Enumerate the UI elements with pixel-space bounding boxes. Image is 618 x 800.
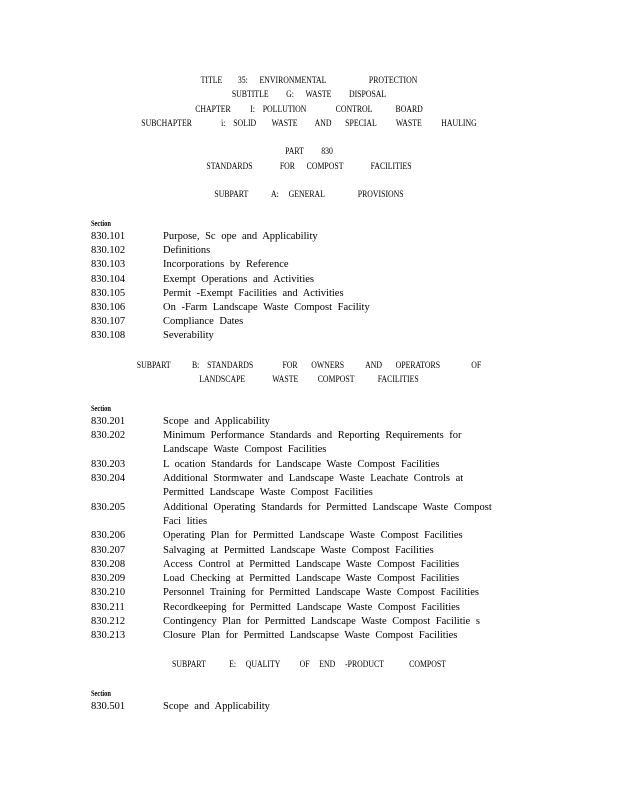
section-number: 830.208 (91, 559, 126, 570)
section-number: 830.104 (91, 274, 126, 285)
chapter-heading: CHAPTER I: POLLUTION CONTROL BOARD (195, 105, 423, 115)
section-label: Section (91, 689, 111, 698)
section-number: 830.212 (91, 616, 126, 627)
section-label: Section (91, 404, 111, 413)
section-title: Scope and Applicability (163, 416, 270, 427)
section-title: Operating Plan for Permitted Landscape Waste Compost Facilities (163, 530, 463, 541)
section-number: 830.501 (91, 701, 126, 712)
section-number: 830.202 (91, 430, 126, 441)
section-number: 830.105 (91, 288, 126, 299)
subpart-b-heading-cont: LANDSCAPE WASTE COMPOST FACILITIES (199, 375, 419, 385)
section-title: Salvaging at Permitted Landscape Waste Compost Facilities (163, 545, 434, 556)
title-heading: TITLE 35: ENVIRONMENTAL PROTECTION (200, 76, 418, 86)
section-number: 830.102 (91, 245, 126, 256)
section-number: 830.211 (91, 602, 125, 613)
section-title: On -Farm Landscape Waste Compost Facility (163, 302, 370, 313)
section-number: 830.207 (91, 545, 126, 556)
section-title: L ocation Standards for Landscape Waste Compost Facilities (163, 459, 440, 470)
section-label: Section (91, 219, 111, 228)
subtitle-heading: SUBTITLE G: WASTE DISPOSAL (231, 90, 387, 100)
section-title: Definitions (163, 245, 211, 256)
section-number: 830.210 (91, 587, 126, 598)
section-title: Permit -Exempt Facilities and Activities (163, 288, 344, 299)
section-title: Severability (163, 330, 214, 341)
part-heading: PART 830 (285, 147, 333, 157)
section-number: 830.201 (91, 416, 126, 427)
section-number: 830.206 (91, 530, 126, 541)
section-title: Compliance Dates (163, 316, 244, 327)
section-title: Recordkeeping for Permitted Landscape Waste Compost Facilities (163, 602, 460, 613)
section-title: Incorporations by Reference (163, 259, 289, 270)
section-title: Exempt Operations and Activities (163, 274, 315, 285)
section-number: 830.101 (91, 231, 126, 242)
section-number: 830.203 (91, 459, 126, 470)
part-title: STANDARDS FOR COMPOST FACILITIES (206, 162, 412, 172)
section-number: 830.106 (91, 302, 126, 313)
subchapter-heading: SUBCHAPTER i: SOLID WASTE AND SPECIAL WASTE HAULING (141, 119, 477, 129)
section-title: Minimum Performance Standards and Reporting Requirements for Landscape Waste Compost Facilities (163, 430, 462, 456)
subpart-b-heading: SUBPART B: STANDARDS FOR OWNERS AND OPERATORS OF (136, 361, 482, 371)
section-title: Access Control at Permitted Landscape Waste Compost Facilities (163, 559, 460, 570)
section-number: 830.103 (91, 259, 126, 270)
section-number: 830.205 (91, 502, 126, 513)
section-title: Additional Stormwater and Landscape Waste Leachate Controls at Permitted Landscape Waste Compost Facilities (163, 473, 464, 499)
subpart-a-heading: SUBPART A: GENERAL PROVISIONS (214, 190, 404, 200)
section-title: Additional Operating Standards for Permitted Landscape Waste Compost Faci lities (163, 502, 492, 528)
section-title: Purpose, Sc ope and Applicability (163, 231, 318, 242)
section-title: Personnel Training for Permitted Landscape Waste Compost Facilities (163, 587, 479, 598)
section-number: 830.204 (91, 473, 126, 484)
section-number: 830.108 (91, 330, 126, 341)
section-number: 830.213 (91, 630, 126, 641)
section-title: Contingency Plan for Permitted Landscape Waste Compost Facilitie s (163, 616, 480, 627)
subpart-e-heading: SUBPART E: QUALITY OF END -PRODUCT COMPOST (172, 660, 446, 670)
section-title: Closure Plan for Permitted Landscapse Waste Compost Facilities (163, 630, 458, 641)
section-title: Scope and Applicability (163, 701, 270, 712)
section-title: Load Checking at Permitted Landscape Waste Compost Facilities (163, 573, 460, 584)
section-number: 830.107 (91, 316, 126, 327)
section-number: 830.209 (91, 573, 126, 584)
